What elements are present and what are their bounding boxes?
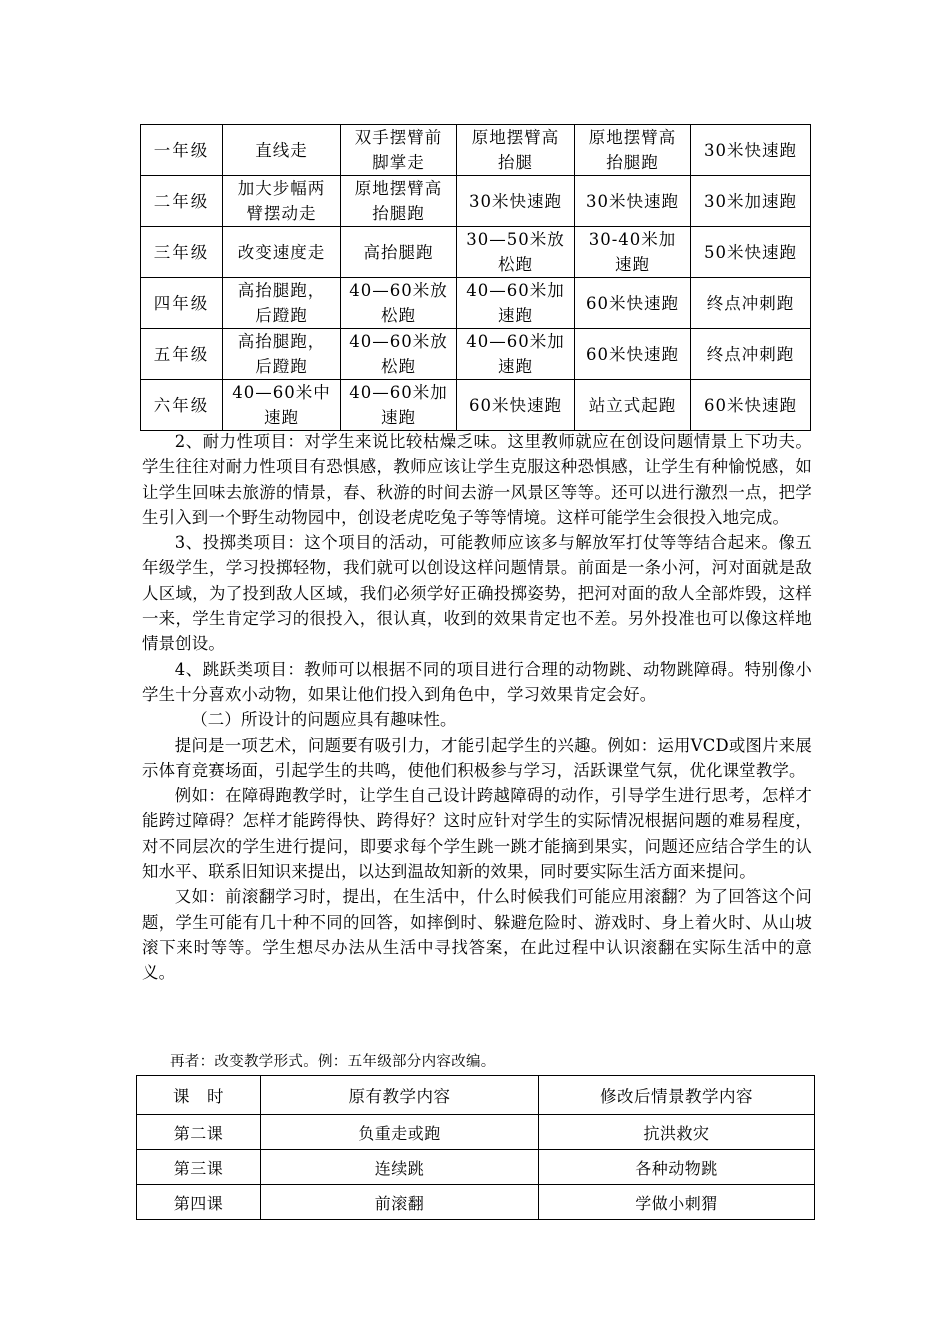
table-cell: 原地摆臂高 抬腿	[457, 125, 575, 176]
table-cell: 各种动物跳	[539, 1150, 815, 1185]
table-cell: 高抬腿跑	[341, 227, 457, 278]
table-row	[141, 227, 811, 278]
table-cell: 高抬腿跑， 后蹬跑	[223, 278, 341, 329]
column-header: 课 时	[137, 1076, 261, 1115]
table-row	[141, 329, 811, 380]
table-cell: 40—60米中 速跑	[223, 380, 341, 431]
table-row	[137, 1150, 815, 1185]
table-cell: 负重走或跑	[261, 1115, 539, 1150]
paragraph-questioning: 提问是一项艺术，问题要有吸引力，才能引起学生的兴趣。例如：运用VCD或图片来展示体育竞赛场面，引起学生的共鸣，使他们积极参与学习，活跃课堂气氛，优化课堂教学。	[142, 735, 812, 780]
table-cell: 30米快速跑	[691, 125, 811, 176]
table-cell: 加大步幅两 臂摆动走	[223, 176, 341, 227]
paragraph-hurdle-example: 例如：在障碍跑教学时，让学生自己设计跨越障碍的动作，引导学生进行思考，怎样才能跨过障碍？怎样才能跨得快、跨得好？这时应针对学生的实际情况根据问题的难易程度，对不同层次的学生进行提问，即要求每个学生跳一跳才能摘到果实，问题还应结合学生的认知水平、联系旧知识来提出，以达到温故知新的效果，同时要实际生活方面来提问。	[142, 786, 812, 882]
table-cell: 站立式起跑	[575, 380, 691, 431]
grade-cell: 二年级	[141, 176, 223, 227]
table-cell: 终点冲刺跑	[691, 329, 811, 380]
running-curriculum-table	[140, 124, 811, 431]
table-cell: 40—60米加 速跑	[457, 278, 575, 329]
grade-cell: 三年级	[141, 227, 223, 278]
paragraph-endurance: 2、耐力性项目：对学生来说比较枯燥乏味。这里教师就应在创设问题情景上下功夫。学生往往对耐力性项目有恐惧感，教师应该让学生克服这种恐惧感，让学生有种愉悦感，如让学生回味去旅游的情景，春、秋游的时间去游一风景区等等。还可以进行激烈一点，把学生引入到一个野生动物园中，创设老虎吃兔子等等情境。这样可能学生会很投入地完成。	[142, 432, 812, 527]
table-cell: 第三课	[137, 1150, 261, 1185]
paragraph-jumping: 4、跳跃类项目：教师可以根据不同的项目进行合理的动物跳、动物跳障碍。特别像小学生十分喜欢小动物，如果让他们投入到角色中，学习效果肯定会好。	[142, 659, 812, 704]
table-cell: 60米快速跑	[575, 278, 691, 329]
lesson-adaptation-table	[136, 1075, 815, 1220]
table-cell: 抗洪救灾	[539, 1115, 815, 1150]
table-cell: 第二课	[137, 1115, 261, 1150]
table-cell: 连续跳	[261, 1150, 539, 1185]
table-cell: 40—60米放 松跑	[341, 329, 457, 380]
grade-cell: 五年级	[141, 329, 223, 380]
grade-cell: 四年级	[141, 278, 223, 329]
table-cell: 50米快速跑	[691, 227, 811, 278]
table-cell: 60米快速跑	[575, 329, 691, 380]
table-cell: 30-40米加 速跑	[575, 227, 691, 278]
table-cell: 30米加速跑	[691, 176, 811, 227]
table-cell: 原地摆臂高 抬腿跑	[575, 125, 691, 176]
table-cell: 30米快速跑	[457, 176, 575, 227]
table-cell: 直线走	[223, 125, 341, 176]
grade-cell: 一年级	[141, 125, 223, 176]
table-row	[141, 176, 811, 227]
table-cell: 改变速度走	[223, 227, 341, 278]
table-cell: 前滚翻	[261, 1185, 539, 1220]
table-cell: 30米快速跑	[575, 176, 691, 227]
body-text	[142, 429, 812, 986]
table-cell: 40—60米加 速跑	[341, 380, 457, 431]
table-cell: 30—50米放 松跑	[457, 227, 575, 278]
section-heading: （二）所设计的问题应具有趣味性。	[191, 710, 457, 730]
table-row	[141, 125, 811, 176]
grade-cell: 六年级	[141, 380, 223, 431]
table-cell: 原地摆臂高 抬腿跑	[341, 176, 457, 227]
table-cell: 终点冲刺跑	[691, 278, 811, 329]
table-cell: 第四课	[137, 1185, 261, 1220]
table-cell: 学做小刺猬	[539, 1185, 815, 1220]
column-header: 修改后情景教学内容	[539, 1076, 815, 1115]
table-cell: 40—60米放 松跑	[341, 278, 457, 329]
table-header-row	[137, 1076, 815, 1115]
column-header: 原有教学内容	[261, 1076, 539, 1115]
paragraph-roll-example: 又如：前滚翻学习时，提出，在生活中，什么时候我们可能应用滚翻？为了回答这个问题，学生可能有几十种不同的回答，如摔倒时、躲避危险时、游戏时、身上着火时、从山坡滚下来时等等。学生想尽办法从生活中寻找答案，在此过程中认识滚翻在实际生活中的意义。	[142, 887, 812, 983]
table-row	[137, 1185, 815, 1220]
paragraph-throwing: 3、投掷类项目：这个项目的活动，可能教师应该多与解放军打仗等等结合起来。像五年级学生，学习投掷轻物，我们就可以创设这样问题情景。前面是一条小河，河对面就是敌人区域，为了投到敌人区域，我们必须学好正确投掷姿势，把河对面的敌人全部炸毁，这样一来，学生肯定学习的很投入，很认真，收到的效果肯定也不差。另外投准也可以像这样地情景创设。	[142, 533, 812, 654]
table-cell: 双手摆臂前 脚掌走	[341, 125, 457, 176]
table-cell: 60米快速跑	[691, 380, 811, 431]
table-row	[141, 380, 811, 431]
table-row	[137, 1115, 815, 1150]
table-cell: 60米快速跑	[457, 380, 575, 431]
table-cell: 高抬腿跑， 后蹬跑	[223, 329, 341, 380]
table-cell: 40—60米加 速跑	[457, 329, 575, 380]
table-row	[141, 278, 811, 329]
table-caption: 再者：改变教学形式。例：五年级部分内容改编。	[170, 1054, 496, 1070]
